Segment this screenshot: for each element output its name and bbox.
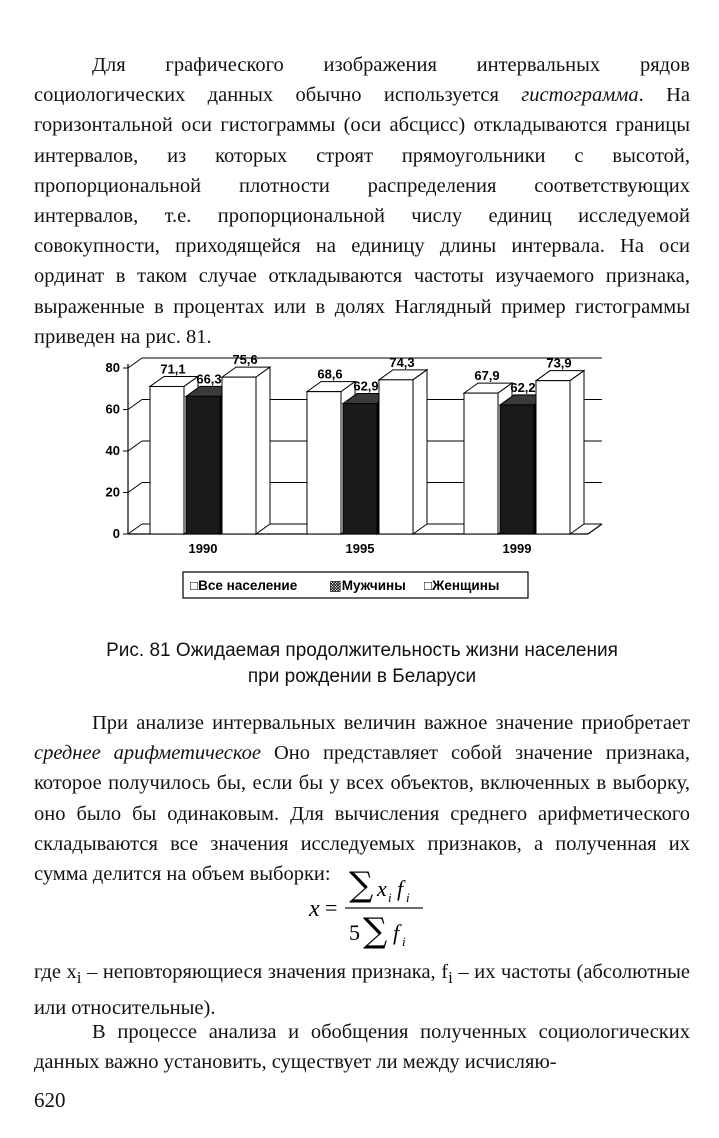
formula-den-f-sub: i [402,934,406,949]
grid-depth-80 [128,358,142,368]
intro-paragraph [34,50,690,352]
bar-1990-2-front [222,377,256,534]
p3-sub-1: i [76,968,82,988]
p3-c: – их частоты (абсолютные или относительные). [34,961,690,1020]
bar-1990-1-value-label: 66,3 [196,371,222,387]
grid-depth-60 [128,400,142,410]
formula-num-f: f [397,876,404,901]
bar-1999-1-value-label: 62,2 [510,379,536,395]
term-mean: среднее арифметическое [34,742,262,765]
formula-equals: = [325,895,338,920]
formula-num-x: x [377,876,387,901]
definition-paragraph [34,957,690,1024]
bar-1995-0-value-label: 68,6 [317,366,343,382]
grid-depth-0 [128,524,142,534]
grid-depth-20 [128,483,142,493]
p3-b: – неповторяющиеся значения признака, f [81,961,449,983]
life-expectancy-chart [95,338,615,610]
formula-lhs: x [309,896,320,922]
bar-1990-2-value-label: 75,6 [232,352,258,368]
bar-1990-2-side [256,367,270,534]
p2-rest: Оно представляет собой значение признака, которое получилось бы, если бы у всех объектов, включенных в выборку, оно было бы одинаковым. Для вычисления среднего арифметического складываются все значения исследуемых признаков, а полученная их сумма делится на объем выборки: [34,742,690,886]
legend-entry-1: ▩Мужчины [329,578,406,593]
bar-1995-2-front [379,380,413,534]
bar-1999-2-front [536,381,570,534]
term-histogram: гистограмма [521,84,639,107]
ytick-label-60: 60 [105,401,120,417]
formula-num-sum: ∑ [349,865,374,905]
grid-depth-40 [128,441,142,451]
ytick-label-20: 20 [105,484,120,500]
figure-caption [34,638,690,690]
p4-text: В процессе анализа и обобщения полученных социологических данных важно установить, существует ли между исчисляю- [34,1021,690,1074]
formula-num-x-sub: i [388,890,392,905]
bar-1995-1-value-label: 62,9 [353,378,379,394]
p3-sub-2: i [448,968,453,988]
analysis-paragraph [34,1017,690,1077]
formula-num-f-sub: i [406,890,410,905]
ytick-label-80: 80 [105,360,120,375]
bar-1990-1-front [186,396,220,534]
bar-1999-0-value-label: 67,9 [474,368,500,384]
page-number: 620 [34,1088,66,1112]
category-label-1990: 1990 [188,541,218,556]
bar-1995-2-side [413,370,427,534]
caption-line-1: Рис. 81 Ожидаемая продолжительность жизни населения [106,640,618,661]
bar-1990-0-front [150,386,184,534]
legend-entry-2: □Женщины [424,578,500,593]
bar-1999-1-front [500,405,534,534]
formula-den-f: f [393,920,400,945]
ytick-label-40: 40 [105,443,120,458]
p3-a: где x [34,961,77,983]
category-label-1999: 1999 [502,541,532,556]
formula-den-coef: 5 [349,920,360,945]
ytick-label-0: 0 [112,526,120,541]
p2-lead: При анализе интервальных величин важное значение приобретает [92,712,690,734]
mean-formula [305,858,435,954]
bar-1995-0-front [307,392,341,534]
bar-1995-1-front [343,403,377,534]
category-label-1995: 1995 [345,541,375,556]
x-axis-depth [588,524,602,534]
legend-entry-0: □Все население [190,578,298,593]
caption-line-2: при рождении в Беларуси [247,666,477,687]
chart-legend [183,572,528,598]
bar-1999-0-front [464,393,498,534]
bar-1995-2-value-label: 74,3 [389,354,415,370]
p1-rest: . На горизонтальной оси гистограммы (оси абсцисс) откладываются границы интервалов, из которых строят прямоугольники с высотой, пропорциональной плотности распределения соответствующих интервалов, т.е. пропорциональной числу единиц исследуемой совокупности, приходящейся на единицу длины интервала. На оси ординат в таком случае откладываются частоты изучаемого признака, выраженные в процентах или в долях Наглядный пример гистограммы приведен на рис. 81. [34,84,691,348]
bar-1999-2-value-label: 73,9 [546,355,572,371]
formula-den-sum: ∑ [363,911,388,951]
p1-lead: Для графического изображения интервальных рядов социологических данных обычно используется [34,54,690,107]
bar-1999-2-side [570,371,584,534]
bar-1990-0-value-label: 71,1 [160,361,186,377]
